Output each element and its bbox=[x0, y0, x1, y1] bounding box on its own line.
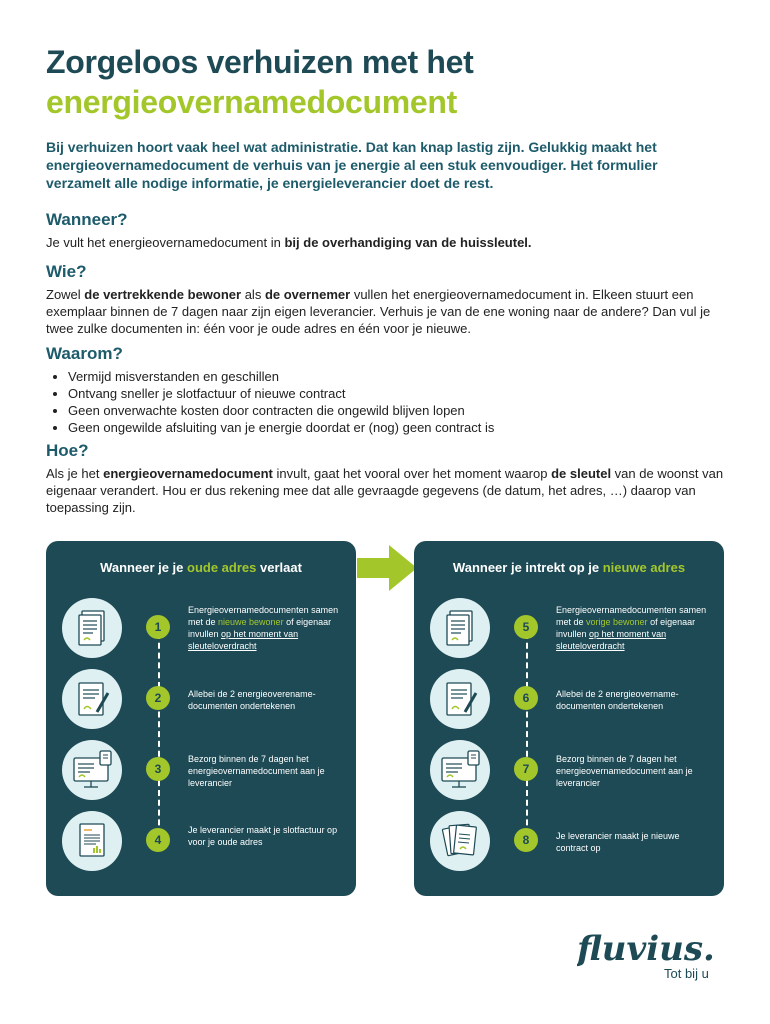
step-number: 1 bbox=[146, 615, 170, 639]
section-heading-hoe: Hoe? bbox=[46, 441, 89, 460]
wie-text: Zowel de vertrekkende bewoner als de overnemer vullen het energieovernamedocument in. Elkeen stuurt een exemplaar binnen de 7 dagen naar zijn eigen leverancier. Verhuis je van de ene woning naar de andere? Dan vul je twee zulke documenten in: één voor je oude adres en één voor je nieuwe. bbox=[46, 287, 711, 336]
hoe-text: Als je het energieovernamedocument invult, gaat het vooral over het moment waarop de sleutel van de woonst van eigenaar verandert. Hou er dus rekening mee dat alle gevraagde gegevens (de datum, het adres, …) daarop van toepassing zijn. bbox=[46, 466, 724, 515]
title-line-2: energieovernamedocument bbox=[46, 84, 458, 120]
step-text: Je leverancier maakt je nieuwe contract op bbox=[556, 831, 680, 853]
step-text: Bezorg binnen de 7 dagen het energieovernamedocument aan je leverancier bbox=[188, 754, 325, 788]
panel-new-address bbox=[414, 541, 724, 896]
section-wie bbox=[46, 261, 730, 337]
step-8 bbox=[414, 811, 724, 875]
step-text: Je leverancier maakt je slotfactuur op voor je oude adres bbox=[188, 825, 338, 847]
wanneer-text: Je vult het energieovernamedocument in bij de overhandiging van de huissleutel. bbox=[46, 235, 532, 250]
computer-icon bbox=[430, 740, 490, 800]
step-2 bbox=[46, 669, 356, 733]
section-waarom bbox=[46, 343, 730, 436]
step-3 bbox=[46, 740, 356, 804]
list-item: • Ontvang sneller je slotfactuur of nieuwe contract bbox=[68, 385, 730, 402]
logo-tagline: Tot bij u bbox=[664, 966, 709, 981]
panel-title-old-address: Wanneer je je oude adres verlaat bbox=[100, 560, 302, 575]
step-text: Allebei de 2 energieoverename-documenten ondertekenen bbox=[188, 689, 316, 711]
documents-icon bbox=[62, 598, 122, 658]
page-title bbox=[46, 42, 474, 122]
intro-paragraph: Bij verhuizen hoort vaak heel wat administratie. Dat kan knap lastig zijn. Gelukkig maakt het energieovernamedocument de verhuis van je energie al een stuk eenvoudiger. Het formulier verzamelt alle nodige informatie, je energieleverancier doet de rest. bbox=[46, 139, 658, 191]
step-text: Allebei de 2 energieovername-documenten ondertekenen bbox=[556, 689, 679, 711]
step-number: 5 bbox=[514, 615, 538, 639]
section-heading-wanneer: Wanneer? bbox=[46, 210, 128, 229]
step-1 bbox=[46, 598, 356, 662]
step-5 bbox=[414, 598, 724, 662]
contract-pages-icon bbox=[430, 811, 490, 871]
right-arrow-icon bbox=[357, 545, 417, 591]
panel-title-new-address: Wanneer je intrekt op je nieuwe adres bbox=[452, 560, 686, 575]
list-item: • Geen onverwachte kosten door contracten die ongewild blijven lopen bbox=[68, 402, 730, 419]
step-text: Bezorg binnen de 7 dagen het energieovernamedocument aan je leverancier bbox=[556, 754, 693, 788]
step-number: 2 bbox=[146, 686, 170, 710]
list-item: • Vermijd misverstanden en geschillen bbox=[68, 368, 730, 385]
section-heading-waarom: Waarom? bbox=[46, 344, 123, 363]
step-number: 4 bbox=[146, 828, 170, 852]
step-number: 7 bbox=[514, 757, 538, 781]
waarom-list bbox=[46, 368, 730, 436]
step-text: Energieovernamedocumenten samen met de vorige bewoner of eigenaar invullen op het moment van sleuteloverdracht bbox=[556, 605, 707, 651]
step-number: 8 bbox=[514, 828, 538, 852]
list-item: • Geen ongewilde afsluiting van je energie doordat er (nog) geen contract is bbox=[68, 419, 730, 436]
invoice-icon bbox=[62, 811, 122, 871]
title-line-1: Zorgeloos verhuizen met het bbox=[46, 44, 474, 80]
documents-icon bbox=[430, 598, 490, 658]
step-7 bbox=[414, 740, 724, 804]
step-number: 6 bbox=[514, 686, 538, 710]
panel-old-address bbox=[46, 541, 356, 896]
sign-document-icon bbox=[430, 669, 490, 729]
step-number: 3 bbox=[146, 757, 170, 781]
sign-document-icon bbox=[62, 669, 122, 729]
section-heading-wie: Wie? bbox=[46, 262, 87, 281]
section-hoe bbox=[46, 440, 730, 516]
step-4 bbox=[46, 811, 356, 875]
step-6 bbox=[414, 669, 724, 733]
computer-icon bbox=[62, 740, 122, 800]
svg-text:fluvius.: fluvius. bbox=[577, 929, 715, 969]
step-text: Energieovernamedocumenten samen met de nieuwe bewoner of eigenaar invullen op het moment van sleuteloverdracht bbox=[188, 605, 339, 651]
section-wanneer bbox=[46, 209, 730, 251]
